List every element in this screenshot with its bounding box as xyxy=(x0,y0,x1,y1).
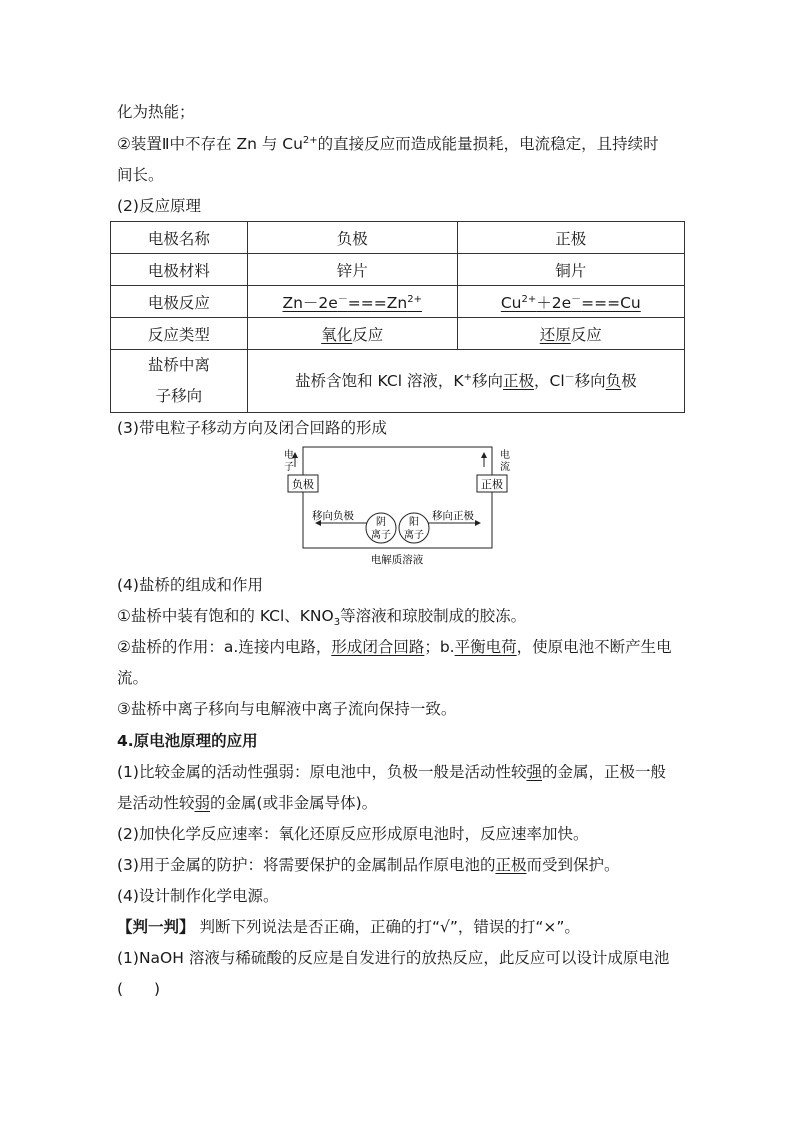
text-line: 化为热能； xyxy=(117,103,195,121)
to-positive-label: 移向正极 xyxy=(432,510,474,522)
underlined-text: 强 xyxy=(526,763,542,781)
text-span: 盐桥含饱和 KCl 溶液，K xyxy=(295,371,464,390)
table-cell xyxy=(247,318,457,350)
subscript: 3 xyxy=(333,617,341,629)
superscript: + xyxy=(463,371,472,383)
table-cell xyxy=(111,350,248,413)
text-span: (3)用于金属的防护：将需要保护的金属制品作原电池的 xyxy=(117,856,496,874)
negative-electrode-label: 负极 xyxy=(292,478,314,491)
table-cell xyxy=(457,318,684,350)
current-label: 流 xyxy=(500,462,510,473)
text-span: ，使原电池不断产生电 xyxy=(516,638,672,656)
text-span: 移向 xyxy=(471,371,503,390)
superscript: 2+ xyxy=(521,293,537,305)
text-span: ＋2e xyxy=(536,293,572,312)
table-row xyxy=(111,350,685,413)
text-span: ②盐桥的作用：a.连接内电路， xyxy=(117,638,332,656)
table-row xyxy=(111,318,685,350)
underlined-text: 负 xyxy=(605,371,622,390)
text-span: ①盐桥中装有饱和的 KCl、KNO xyxy=(117,607,334,625)
electrolyte-label: 电解质溶液 xyxy=(370,554,424,566)
text-line: (3)带电粒子移动方向及闭合回路的形成 xyxy=(117,419,387,437)
negative-reaction xyxy=(282,294,422,312)
reaction-principle-table xyxy=(110,221,685,413)
positive-electrode-label: 正极 xyxy=(481,478,503,491)
text-span: 极 xyxy=(621,371,637,390)
underlined-text: 氧化 xyxy=(321,325,353,344)
text-span: 是活动性较 xyxy=(117,794,195,812)
table-cell: 正极 xyxy=(457,222,684,254)
text-line xyxy=(117,793,377,813)
text-line: (4)设计制作化学电源。 xyxy=(117,887,279,905)
superscript: 2+ xyxy=(407,293,422,305)
circuit-diagram xyxy=(280,445,520,570)
superscript: － xyxy=(564,371,575,383)
text-line: 流。 xyxy=(117,669,149,687)
text-span: ；b. xyxy=(424,638,455,656)
table-cell: 电极名称 xyxy=(111,222,248,254)
table-cell: 锌片 xyxy=(247,254,457,286)
table-cell: 负极 xyxy=(247,222,457,254)
underlined-text: 弱 xyxy=(194,794,211,812)
superscript: － xyxy=(337,293,348,305)
to-negative-label: 移向负极 xyxy=(312,510,354,522)
cation-label: 离子 xyxy=(404,530,424,541)
text-line: ③盐桥中离子移向与电解液中离子流向保持一致。 xyxy=(117,700,457,718)
table-cell xyxy=(247,286,457,318)
table-row xyxy=(111,222,685,254)
table-cell: 电极材料 xyxy=(111,254,248,286)
circuit-diagram-svg xyxy=(280,445,520,570)
anion-label: 离子 xyxy=(371,530,391,541)
text-span: 的金属，正极一般 xyxy=(541,763,666,781)
external-wire xyxy=(303,447,492,475)
current-label: 电 xyxy=(500,450,510,461)
underlined-text: 平衡电荷 xyxy=(454,638,517,656)
text-line: (2)加快化学反应速率：氧化还原反应形成原电池时，反应速率加快。 xyxy=(117,825,589,843)
text-span: 而受到保护。 xyxy=(526,856,620,874)
anion-label: 阴 xyxy=(376,517,386,528)
electron-label: 电 xyxy=(284,450,294,461)
text-span: 反应 xyxy=(352,325,384,344)
text-line: (4)盐桥的组成和作用 xyxy=(117,576,263,594)
text-line xyxy=(117,762,666,782)
text-span: 反应 xyxy=(570,325,602,344)
text-line xyxy=(117,606,527,629)
text-span: 盐桥中离 xyxy=(147,356,210,374)
underlined-text: 正极 xyxy=(495,856,527,874)
text-span: Cu xyxy=(500,293,522,312)
text-span: 的金属(或非金属导体)。 xyxy=(210,794,378,812)
underlined-text: 还原 xyxy=(539,325,571,344)
table-cell: 电极反应 xyxy=(111,286,248,318)
text-span: (1)比较金属的活动性强弱：原电池中，负极一般是活动性较 xyxy=(117,763,527,781)
text-span: Zn－2e xyxy=(282,293,338,312)
table-row xyxy=(111,254,685,286)
table-row xyxy=(111,286,685,318)
superscript: － xyxy=(571,293,582,305)
electron-label: 子 xyxy=(284,462,294,473)
cation-label: 阳 xyxy=(409,517,419,528)
table-cell: 反应类型 xyxy=(111,318,248,350)
text-line xyxy=(117,855,620,875)
text-line xyxy=(117,637,672,657)
text-span: 移向 xyxy=(574,371,606,390)
text-span: 判断下列说法是否正确，正确的打“√”，错误的打“×”。 xyxy=(194,918,580,936)
text-span: 等溶液和琼胶制成的胶冻。 xyxy=(340,607,527,625)
text-line xyxy=(117,134,659,154)
answer-blank: ( ) xyxy=(117,980,161,998)
table-cell: 铜片 xyxy=(457,254,684,286)
text-span: 子移向 xyxy=(155,387,203,405)
underlined-text: 正极 xyxy=(503,371,535,390)
section-heading: 4.原电池原理的应用 xyxy=(117,732,258,750)
text-span: ===Zn xyxy=(347,293,408,312)
text-line: 间长。 xyxy=(117,166,164,184)
positive-reaction xyxy=(501,294,641,312)
text-line: (1)NaOH 溶液与稀硫酸的反应是自发进行的放热反应，此反应可以设计成原电池 xyxy=(117,949,670,967)
table-cell xyxy=(457,286,684,318)
text-line: (2)反应原理 xyxy=(117,197,201,215)
text-line xyxy=(117,917,580,937)
judge-tag: 【判一判】 xyxy=(117,918,195,936)
text-span: 的直接反应而造成能量损耗，电流稳定，且持续时 xyxy=(317,135,659,153)
superscript: 2+ xyxy=(302,134,318,146)
text-span: ===Cu xyxy=(581,293,641,312)
table-cell xyxy=(247,350,684,413)
text-span: ，Cl xyxy=(534,371,565,390)
text-span: ②装置Ⅱ中不存在 Zn 与 Cu xyxy=(117,135,303,153)
underlined-text: 形成闭合回路 xyxy=(331,638,425,656)
